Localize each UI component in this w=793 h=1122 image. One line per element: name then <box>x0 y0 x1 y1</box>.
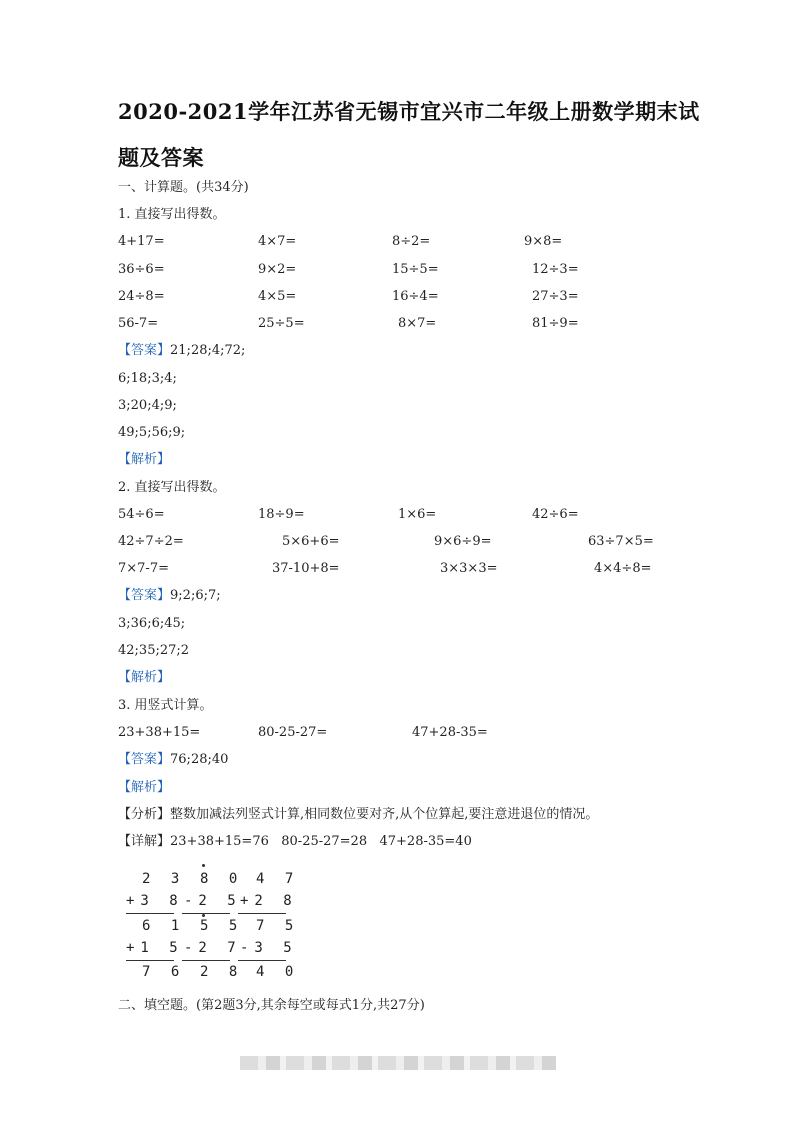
q1-cell: 4+17= <box>118 234 165 249</box>
page-title-line1: 2020-2021学年江苏省无锡市宜兴市二年级上册数学期末试 <box>118 99 700 124</box>
detail-tag: 【详解】 <box>118 834 171 849</box>
q1-cell: 4×5= <box>258 289 297 304</box>
fenxi-tag: 【分析】 <box>118 807 171 822</box>
vc-row: +3 8 <box>126 893 184 909</box>
q2-cell: 9×6÷9= <box>434 534 492 549</box>
vc-row: 2 8 <box>200 964 244 980</box>
q1-cell: 9×8= <box>524 234 563 249</box>
answer-line: 3;36;6;45; <box>118 616 186 631</box>
vc-row: -2 7 <box>184 940 242 956</box>
vc-row: +1 5 <box>126 940 184 956</box>
answer-line: 49;5;56;9; <box>118 425 186 440</box>
q2-cell: 18÷9= <box>258 507 305 522</box>
q1-cell: 8÷2= <box>392 234 431 249</box>
vc-row: 6 1 <box>142 918 186 934</box>
q2-cell: 5×6+6= <box>282 534 340 549</box>
q2-cell: 42÷7÷2= <box>118 534 184 549</box>
vc-line <box>182 960 230 961</box>
answer-tag: 【答案】 <box>118 343 171 358</box>
detail-text: 23+38+15=76 80-25-27=28 47+28-35=40 <box>170 834 472 849</box>
analysis-tag: 【解析】 <box>118 452 171 467</box>
section1-heading: 一、计算题。(共34分) <box>118 180 249 195</box>
q1-label: 1. 直接写出得数。 <box>118 207 226 222</box>
vc-line <box>238 960 286 961</box>
vc-row: 5 5 <box>200 918 244 934</box>
q2-cell: 1×6= <box>398 507 437 522</box>
q2-cell: 3×3×3= <box>440 561 498 576</box>
answer-text: 76;28;40 <box>170 752 229 767</box>
q2-answer <box>118 588 221 604</box>
q2-cell: 37-10+8= <box>272 561 340 576</box>
q1-cell: 81÷9= <box>532 316 579 331</box>
answer-line: 3;20;4;9; <box>118 398 177 413</box>
answer-line: 21;28;4;72; <box>170 343 246 358</box>
q2-cell: 54÷6= <box>118 507 165 522</box>
fenxi-text: 整数加减法列竖式计算,相同数位要对齐,从个位算起,要注意进退位的情况。 <box>170 807 599 822</box>
q1-cell: 15÷5= <box>392 262 439 277</box>
q1-cell: 25÷5= <box>258 316 305 331</box>
q1-cell: 36÷6= <box>118 262 165 277</box>
vc-row: +2 8 <box>240 893 298 909</box>
section2-heading: 二、填空题。(第2题3分,其余每空或每式1分,共27分) <box>118 998 425 1013</box>
vc-row: 8 0 <box>200 871 244 887</box>
q2-cell: 7×7-7= <box>118 561 169 576</box>
q1-cell: 4×7= <box>258 234 297 249</box>
vc-row: 4 7 <box>256 871 300 887</box>
footer-watermark <box>240 1056 556 1070</box>
q1-cell: 9×2= <box>258 262 297 277</box>
vc-row: 7 5 <box>256 918 300 934</box>
page-title-line2: 题及答案 <box>118 145 204 170</box>
vc-line <box>126 913 174 914</box>
vc-row: -2 5 <box>184 893 242 909</box>
answer-line: 9;2;6;7; <box>170 588 221 603</box>
answer-line: 42;35;27;2 <box>118 643 190 658</box>
q2-label: 2. 直接写出得数。 <box>118 480 226 495</box>
q3-item: 80-25-27= <box>258 725 328 740</box>
q1-cell: 56-7= <box>118 316 159 331</box>
answer-tag: 【答案】 <box>118 588 171 603</box>
q3-label: 3. 用竖式计算。 <box>118 698 213 713</box>
q3-item: 23+38+15= <box>118 725 201 740</box>
borrow-dot <box>202 864 205 867</box>
vc-line <box>126 960 174 961</box>
vc-line <box>238 913 286 914</box>
vc-row: -3 5 <box>240 940 298 956</box>
q3-answer <box>118 752 228 768</box>
q3-item: 47+28-35= <box>412 725 488 740</box>
vc-line <box>182 913 230 914</box>
detail-line <box>118 834 472 850</box>
vc-row: 4 0 <box>256 964 300 980</box>
analysis-tag: 【解析】 <box>118 780 171 795</box>
q2-cell: 63÷7×5= <box>588 534 654 549</box>
q1-cell: 24÷8= <box>118 289 165 304</box>
vc-row: 2 3 <box>142 871 186 887</box>
answer-line: 6;18;3;4; <box>118 371 177 386</box>
borrow-dot <box>202 914 205 917</box>
q2-cell: 42÷6= <box>532 507 579 522</box>
q1-cell: 12÷3= <box>532 262 579 277</box>
fenxi-line <box>118 807 598 823</box>
q1-cell: 27÷3= <box>532 289 579 304</box>
q1-answer <box>118 343 245 359</box>
q2-cell: 4×4÷8= <box>594 561 652 576</box>
q1-cell: 8×7= <box>398 316 437 331</box>
analysis-tag: 【解析】 <box>118 670 171 685</box>
answer-tag: 【答案】 <box>118 752 171 767</box>
q1-cell: 16÷4= <box>392 289 439 304</box>
vc-row: 7 6 <box>142 964 186 980</box>
